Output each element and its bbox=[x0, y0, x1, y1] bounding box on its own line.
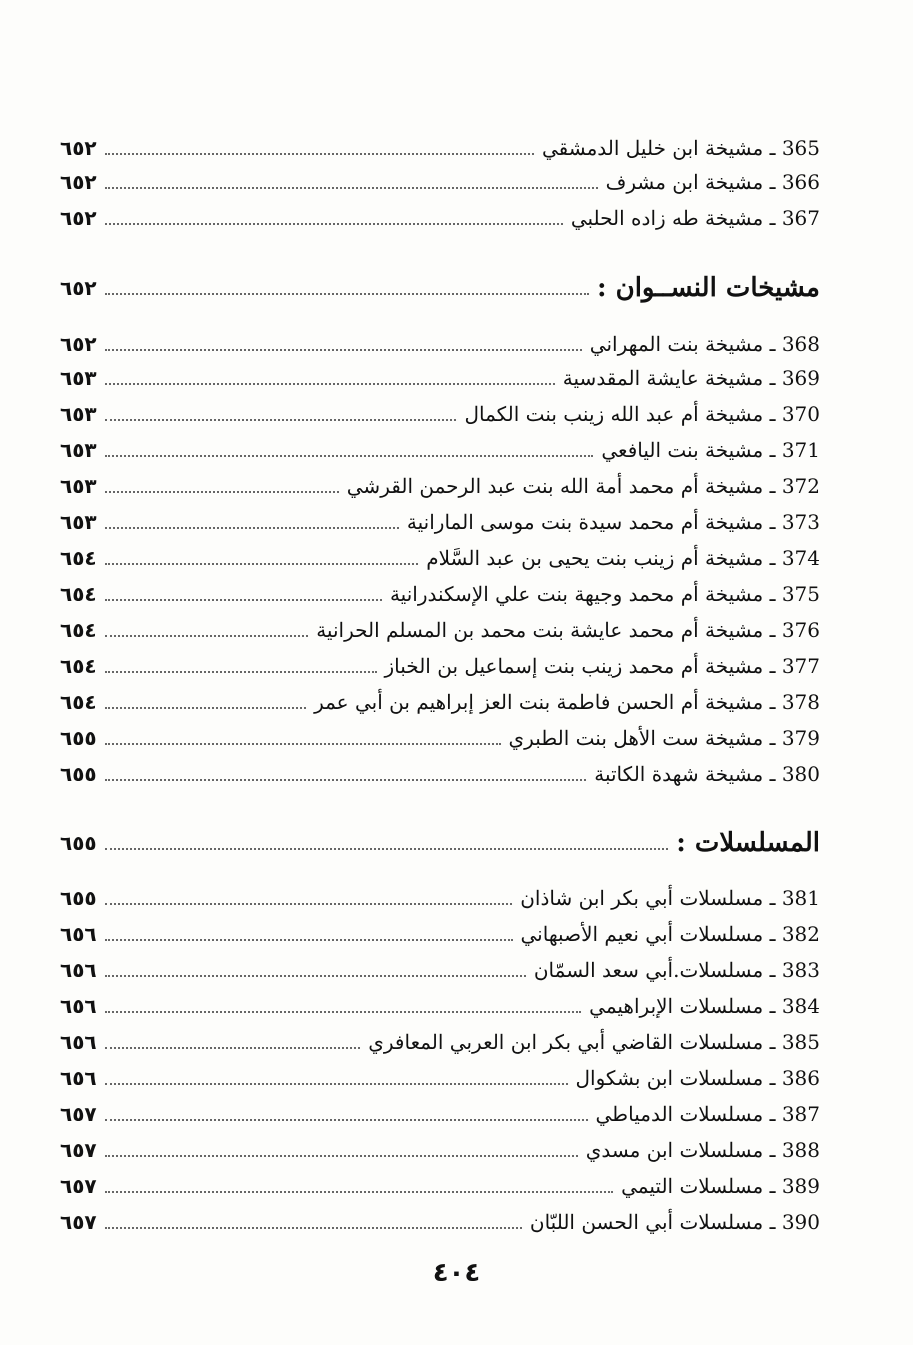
toc-section-heading bbox=[60, 826, 820, 860]
entry-page-number: ٦٥٦ bbox=[60, 958, 97, 982]
toc-entry bbox=[60, 917, 820, 951]
toc-entry bbox=[60, 649, 820, 683]
entry-title: 384 ـ مسلسلات الإبراهيمي bbox=[589, 994, 820, 1018]
entry-page-number: ٦٥٤ bbox=[60, 546, 97, 570]
dot-leader bbox=[105, 939, 513, 941]
entry-title: 365 ـ مشيخة ابن خليل الدمشقي bbox=[541, 136, 820, 160]
entry-page-number: ٦٥٥ bbox=[60, 762, 97, 786]
entry-title: 389 ـ مسلسلات التيمي bbox=[621, 1174, 820, 1198]
entry-page-number: ٦٥٧ bbox=[60, 1174, 97, 1198]
toc-entry bbox=[60, 1025, 820, 1059]
toc-entry bbox=[60, 1133, 820, 1167]
dot-leader bbox=[105, 671, 377, 673]
entry-page-number: ٦٥٤ bbox=[60, 582, 97, 606]
toc-entry bbox=[60, 577, 820, 611]
toc-entry bbox=[60, 1097, 820, 1131]
entry-title: 369 ـ مشيخة عايشة المقدسية bbox=[562, 366, 820, 390]
entry-title: 374 ـ مشيخة أم زينب بنت يحيى بن عبد السَّلام bbox=[426, 546, 820, 570]
entry-title: 382 ـ مسلسلات أبي نعيم الأصبهاني bbox=[520, 922, 820, 946]
toc-entry bbox=[60, 613, 820, 647]
dot-leader bbox=[105, 491, 339, 493]
entry-page-number: ٦٥٥ bbox=[60, 726, 97, 750]
entry-title: 372 ـ مشيخة أم محمد أمة الله بنت عبد الرحمن القرشي bbox=[346, 474, 820, 498]
dot-leader bbox=[105, 383, 555, 385]
toc-entry bbox=[60, 433, 820, 467]
dot-leader bbox=[105, 527, 399, 529]
dot-leader bbox=[105, 848, 669, 850]
dot-leader bbox=[105, 1191, 614, 1193]
entry-page-number: ٦٥٢ bbox=[60, 170, 97, 194]
entry-title: 388 ـ مسلسلات ابن مسدي bbox=[585, 1138, 820, 1162]
entry-title: 368 ـ مشيخة بنت المهراني bbox=[589, 332, 820, 356]
dot-leader bbox=[105, 903, 513, 905]
dot-leader bbox=[105, 419, 457, 421]
entry-page-number: ٦٥٣ bbox=[60, 366, 97, 390]
toc-entry bbox=[60, 361, 820, 395]
dot-leader bbox=[105, 1083, 568, 1085]
entry-title: 367 ـ مشيخة طه زاده الحلبي bbox=[570, 206, 820, 230]
entry-page-number: ٦٥٣ bbox=[60, 474, 97, 498]
entry-title: 371 ـ مشيخة بنت اليافعي bbox=[601, 438, 820, 462]
entry-title: 373 ـ مشيخة أم محمد سيدة بنت موسى المارانية bbox=[406, 510, 820, 534]
entry-title: 387 ـ مسلسلات الدمياطي bbox=[595, 1102, 820, 1126]
entry-page-number: ٦٥٣ bbox=[60, 510, 97, 534]
dot-leader bbox=[105, 975, 526, 977]
section-heading-title: مشيخات النســوان : bbox=[596, 273, 820, 303]
entry-title: 379 ـ مشيخة ست الأهل بنت الطبري bbox=[508, 726, 820, 750]
dot-leader bbox=[105, 1119, 588, 1121]
toc-entry bbox=[60, 721, 820, 755]
dot-leader bbox=[105, 743, 501, 745]
entry-title: 386 ـ مسلسلات ابن بشكوال bbox=[575, 1066, 820, 1090]
page-number: ٤٠٤ bbox=[432, 1258, 481, 1288]
toc-entry bbox=[60, 469, 820, 503]
entry-page-number: ٦٥٧ bbox=[60, 1138, 97, 1162]
entry-title: 378 ـ مشيخة أم الحسن فاطمة بنت العز إبراهيم بن أبي عمر bbox=[314, 690, 820, 714]
entry-page-number: ٦٥٤ bbox=[60, 618, 97, 642]
entry-page-number: ٦٥٧ bbox=[60, 1210, 97, 1234]
toc-entry bbox=[60, 327, 820, 361]
entry-title: 381 ـ مسلسلات أبي بكر ابن شاذان bbox=[520, 886, 820, 910]
dot-leader bbox=[105, 293, 589, 295]
toc-entry bbox=[60, 541, 820, 575]
toc-entry bbox=[60, 1205, 820, 1239]
toc-entry bbox=[60, 685, 820, 719]
entry-title: 375 ـ مشيخة أم محمد وجيهة بنت علي الإسكندرانية bbox=[389, 582, 820, 606]
entry-page-number: ٦٥٥ bbox=[60, 831, 97, 855]
entry-page-number: ٦٥٢ bbox=[60, 276, 97, 300]
entry-page-number: ٦٥٣ bbox=[60, 438, 97, 462]
entry-page-number: ٦٥٢ bbox=[60, 332, 97, 356]
entry-title: 370 ـ مشيخة أم عبد الله زينب بنت الكمال bbox=[464, 402, 820, 426]
toc-entry bbox=[60, 1061, 820, 1095]
toc-entry bbox=[60, 165, 820, 199]
entry-title: 390 ـ مسلسلات أبي الحسن اللبّان bbox=[529, 1210, 820, 1234]
entry-page-number: ٦٥٤ bbox=[60, 690, 97, 714]
entry-title: 366 ـ مشيخة ابن مشرف bbox=[605, 170, 820, 194]
entry-page-number: ٦٥٧ bbox=[60, 1102, 97, 1126]
entry-page-number: ٦٥٢ bbox=[60, 136, 97, 160]
entry-page-number: ٦٥٤ bbox=[60, 654, 97, 678]
entry-page-number: ٦٥٦ bbox=[60, 1066, 97, 1090]
toc-entry bbox=[60, 131, 820, 165]
dot-leader bbox=[105, 349, 582, 351]
dot-leader bbox=[105, 187, 598, 189]
toc-entry bbox=[60, 505, 820, 539]
entry-page-number: ٦٥٦ bbox=[60, 994, 97, 1018]
entry-title: 385 ـ مسلسلات القاضي أبي بكر ابن العربي المعافري bbox=[368, 1030, 820, 1054]
dot-leader bbox=[105, 223, 563, 225]
entry-page-number: ٦٥٦ bbox=[60, 1030, 97, 1054]
dot-leader bbox=[105, 1011, 582, 1013]
dot-leader bbox=[105, 1047, 361, 1049]
entry-title: 383 ـ مسلسلات.أبي سعد السمّان bbox=[533, 958, 820, 982]
entry-title: 380 ـ مشيخة شهدة الكاتبة bbox=[594, 762, 820, 786]
dot-leader bbox=[105, 635, 309, 637]
toc-entry bbox=[60, 881, 820, 915]
entry-page-number: ٦٥٣ bbox=[60, 402, 97, 426]
entry-page-number: ٦٥٢ bbox=[60, 206, 97, 230]
dot-leader bbox=[105, 563, 419, 565]
toc-entry bbox=[60, 757, 820, 791]
toc-entry bbox=[60, 201, 820, 235]
entry-title: 376 ـ مشيخة أم محمد عايشة بنت محمد بن المسلم الحرانية bbox=[316, 618, 820, 642]
toc-section-heading bbox=[60, 271, 820, 305]
dot-leader bbox=[105, 455, 594, 457]
toc-entry bbox=[60, 953, 820, 987]
dot-leader bbox=[105, 599, 382, 601]
section-heading-title: المسلسلات : bbox=[676, 828, 820, 858]
entry-title: 377 ـ مشيخة أم محمد زينب بنت إسماعيل بن الخباز bbox=[384, 654, 820, 678]
entry-page-number: ٦٥٦ bbox=[60, 922, 97, 946]
dot-leader bbox=[105, 153, 534, 155]
dot-leader bbox=[105, 779, 587, 781]
dot-leader bbox=[105, 707, 306, 709]
entry-page-number: ٦٥٥ bbox=[60, 886, 97, 910]
dot-leader bbox=[105, 1227, 522, 1229]
dot-leader bbox=[105, 1155, 578, 1157]
toc-entry bbox=[60, 989, 820, 1023]
toc-entry bbox=[60, 1169, 820, 1203]
toc-entry bbox=[60, 397, 820, 431]
